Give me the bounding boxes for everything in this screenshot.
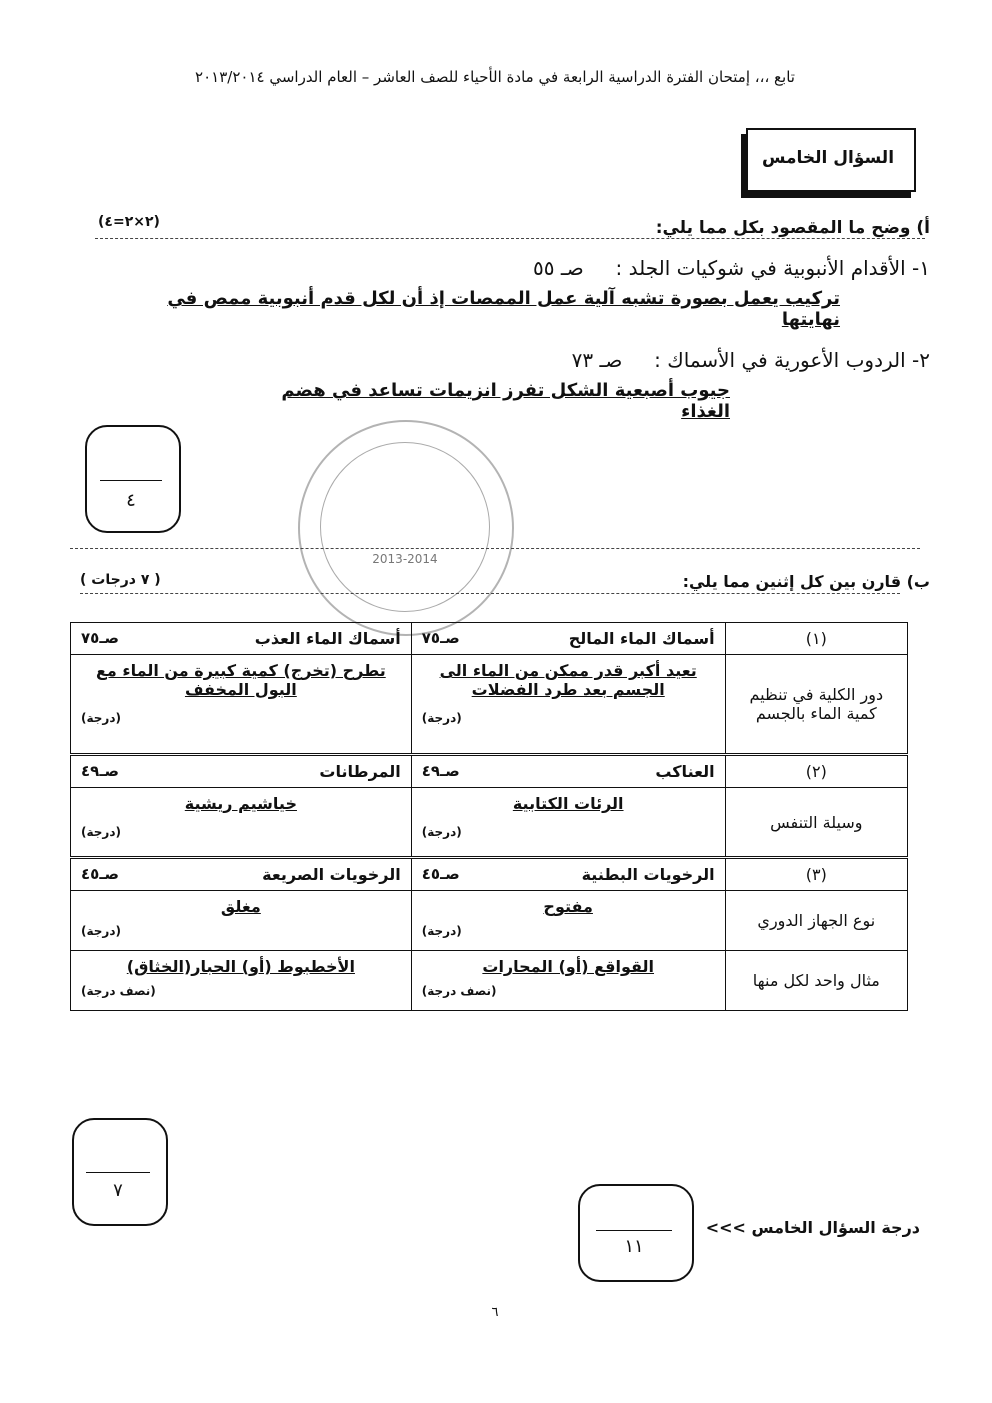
group-3-row-1-col2	[71, 891, 412, 951]
part-a-item-2-term: ٢- الردوب الأعورية في الأسماك :	[654, 348, 930, 372]
group-2-row-1-col2	[71, 788, 412, 858]
group-2-row-1-grade-1: (درجة)	[421, 825, 462, 839]
part-a-item-2-answer: جيوب أصبعية الشكل تفرز انزيمات تساعد في هضم الغذاء	[281, 380, 730, 422]
group-3-col2-header	[71, 858, 412, 891]
group-2-header	[71, 755, 908, 788]
part-a-marks: (٢×٢=٤)	[98, 214, 160, 230]
school-stamp-inner	[320, 442, 490, 612]
group-1-row-1	[71, 655, 908, 755]
part-b-instruction: ب) قارن بين كل إثنين مما يلي:	[682, 572, 930, 591]
part-a-item-2	[380, 348, 930, 372]
comparison-table	[70, 622, 908, 1011]
section-divider	[70, 548, 920, 549]
group-1-row-1-label: دور الكلية في تنظيم كمية الماء بالجسم	[725, 655, 907, 755]
group-3-header	[71, 858, 908, 891]
group-1-row-1-answer-1: تعيد أكبر قدر ممكن من الماء الى الجسم بعد طرد الفضلات	[439, 661, 697, 699]
part-a-item-1-term: ١- الأقدام الأنبوبية في شوكيات الجلد :	[615, 256, 930, 280]
group-1-row-1-grade-1: (درجة)	[421, 711, 462, 725]
group-2-row-1-col1	[411, 788, 725, 858]
group-3-col1-title: الرخويات البطنية	[581, 865, 715, 884]
group-1-col1-title: أسماك الماء المالح	[568, 629, 715, 648]
page-number: ٦	[491, 1305, 499, 1320]
group-3-row-1-answer-2: مغلق	[220, 897, 261, 916]
group-1-col2-title: أسماك الماء العذب	[254, 629, 401, 648]
group-2-col1-title: العناكب	[655, 762, 715, 781]
part-b-divider	[80, 593, 900, 594]
part-a-item-1-answer: تركيب يعمل بصورة تشبه آلية عمل الممصات إذ أن لكل قدم أنبوبية ممص في نهايتها	[167, 288, 840, 330]
group-1-row-1-col1	[411, 655, 725, 755]
group-1-row-1-answer-2: تطرح (تخرج) كمية كبيرة من الماء مع البول المخفف	[96, 661, 386, 699]
group-3-row-1-grade-1: (درجة)	[421, 924, 462, 938]
group-1-col2-header	[71, 623, 412, 655]
group-2-row-1-answer-2: خياشيم ريشية	[184, 794, 297, 813]
group-1-row-1-grade-2: (درجة)	[81, 711, 121, 725]
group-3-number: (٣)	[725, 858, 907, 891]
group-1-header	[71, 623, 908, 655]
group-3-row-2-label: مثال واحد لكل منها	[725, 951, 907, 1011]
group-3-row-1	[71, 891, 908, 951]
group-3-row-1-answer-1: مفتوح	[543, 897, 593, 916]
group-2-col2-title: المرطانات	[319, 762, 401, 781]
group-2-col1-header	[411, 755, 725, 788]
group-2-row-1-answer-1: الرئات الكتابية	[512, 794, 624, 813]
question-total: ١١	[624, 1236, 644, 1257]
part-a-score: ٤	[126, 490, 136, 511]
group-1-col1-ref: صـ٧٥	[421, 629, 460, 647]
part-b-score: ٧	[113, 1180, 123, 1201]
group-1-col1-header	[411, 623, 725, 655]
group-2-row-1	[71, 788, 908, 858]
question-total-label: درجة السؤال الخامس >>>	[705, 1218, 920, 1237]
group-3-col1-header	[411, 858, 725, 891]
group-2-col2-ref: صـ٤٩	[81, 762, 119, 780]
group-1-row-1-col2	[71, 655, 412, 755]
group-2-col2-header	[71, 755, 412, 788]
group-3-row-1-grade-2: (درجة)	[81, 924, 121, 938]
group-3-row-1-col1	[411, 891, 725, 951]
part-a-divider	[95, 238, 925, 239]
group-2-number: (٢)	[725, 755, 907, 788]
group-1-col2-ref: صـ٧٥	[81, 629, 119, 647]
part-a-item-2-ref: صـ ٧٣	[571, 348, 623, 372]
question-total-line	[596, 1230, 672, 1231]
part-a-item-1-ref: صـ ٥٥	[533, 256, 584, 280]
group-3-row-1-label: نوع الجهاز الدوري	[725, 891, 907, 951]
group-1-number: (١)	[725, 623, 907, 655]
group-3-col2-title: الرخويات الصريعة	[262, 865, 401, 884]
question-title: السؤال الخامس	[761, 148, 895, 168]
group-3-row-2-answer-2: الأخطبوط (أو) الحبار(الخثاق)	[126, 957, 355, 976]
group-3-row-2-grade-1: (نصف درجة)	[421, 984, 497, 998]
group-2-row-1-grade-2: (درجة)	[81, 825, 121, 839]
group-3-row-2	[71, 951, 908, 1011]
exam-header: تابع ،،، إمتحان الفترة الدراسية الرابعة في مادة الأحياء للصف العاشر – العام الدراسي ٢٠١٣/٢٠١٤	[195, 68, 795, 86]
group-3-row-2-col1	[411, 951, 725, 1011]
group-3-row-2-col2	[71, 951, 412, 1011]
school-stamp-year: 2013-2014	[372, 552, 438, 566]
question-total-box	[578, 1184, 694, 1282]
part-b-score-line	[86, 1172, 150, 1173]
group-3-col2-ref: صـ٤٥	[81, 865, 119, 883]
part-a-score-line	[100, 480, 162, 481]
part-a-item-1	[380, 256, 930, 280]
group-3-row-2-answer-1: القواقع (أو) المحارات	[482, 957, 655, 976]
part-a-score-box	[85, 425, 181, 533]
group-3-row-2-grade-2: (نصف درجة)	[81, 984, 156, 998]
group-2-row-1-label: وسيلة التنفس	[725, 788, 907, 858]
part-a-instruction: أ) وضح ما المقصود بكل مما يلي:	[655, 218, 930, 238]
group-3-col1-ref: صـ٤٥	[421, 865, 460, 883]
part-b-marks: ( ٧ درجات )	[80, 572, 161, 588]
group-2-col1-ref: صـ٤٩	[421, 762, 460, 780]
